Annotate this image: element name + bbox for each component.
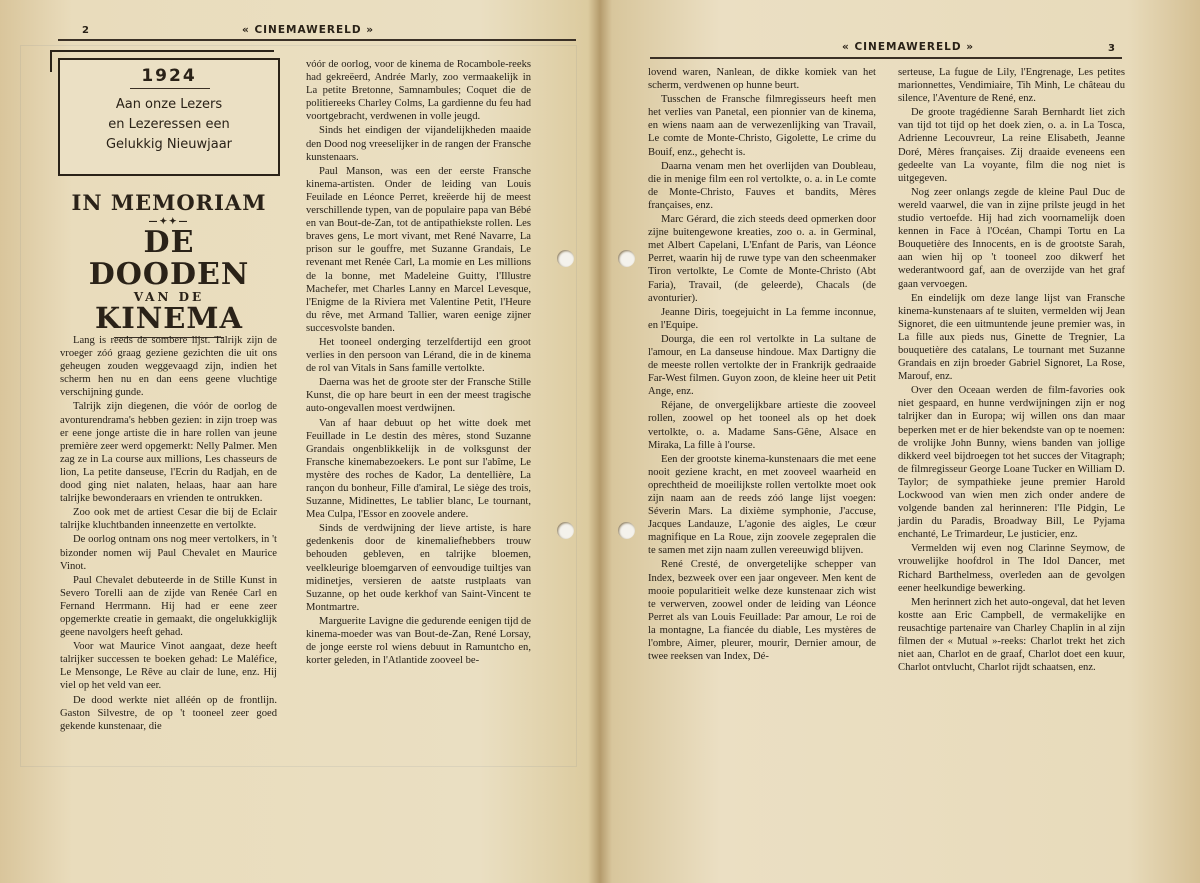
paragraph: Tusschen de Fransche filmregisseurs heeft men het verlies van Panetal, een pionnier van de kinema, en wiens naam aan de verwezenlijking van Travail, Le comte de Monte-Christo, Gigolette, Le crime du Bouif, enz., gehecht is. — [648, 94, 876, 158]
paragraph: Paul Manson, was een der eerste Fransche kinema-artisten. Onder de leiding van Louis Feuilade en Léonce Perret, kreëerde hij de meest verschillende typen, van de populaire papa van Bébé en van Bout-de-Zan, tot de antipathiekste rollen. Les braves gens, Le mort vivant, met René Navarre, La prison sur le gouffre, met Suzanne Grandais, Le revenant met Renée Carl, La momie en Les millions de la bonne, met Madeleine Guitty, l'Illustre Machefer, met Charles Lanny en Marcel Levesque, l'Enigme de la Riviera met Valentine Petit, l'Heure du rêve, met Armand Tallier, waren eenige zijner succesvolste banden. — [306, 165, 531, 334]
banner-rule — [130, 88, 210, 89]
paragraph: De groote tragédienne Sarah Bernhardt liet zich van tijd tot tijd op het doek zien, o. a. in La Tosca, Adrienne Lecouvreur, La reine Elisabeth, Jeanne Doré, Mères françaises. Zij draaide eveneens een gedeelte van La voyante, film die nog niet is uitgegeven. — [898, 107, 1125, 184]
paragraph: René Cresté, de onvergetelijke schepper van Index, bezweek over een jaar ongeveer. Men kent de mooie popularitieit welke deze kunstenaar zich wist te verwerven, zoowel onder de leiding van Léonce Perret als van Louis Feuillade: Par amour, Le roi de la montagne, La fiancée du diable, Les mystères de l'ombre, Aimer, pleurer, mourir, Dernier amour, de twee reeksen van Index, Dé- — [648, 559, 876, 663]
paragraph: Daarna venam men het overlijden van Doubleau, die in menige film een rol vertolkte, o. a. in Le comte de Monte-Christo, Fauves et bandits, Mères françaises, enz. — [648, 160, 876, 211]
paragraph: Dourga, die een rol vertolkte in La sultane de l'amour, en La danseuse hindoue. Max Dartigny die de meeste rollen vertolkte der in Frankrijk gedraaide Far-West filmen. Guyon zoon, de kleine heer uit Petit Ange, enz. — [648, 333, 876, 398]
header-rule — [650, 57, 1122, 59]
banner-line: Aan onze Lezers — [115, 97, 223, 112]
paragraph: Réjane, de onvergelijkbare artieste die zooveel rollen, zoowel op het tooneel als op het doek vertolkte, o. a. Madame Sans-Gêne, Alsace en Miraka, La fille à l'ourse. — [648, 400, 876, 451]
paragraph: Het tooneel onderging terzelfdertijd een groot verlies in den persoon van Lérand, die in de kinema de rol van Vitals in Sans famille vertolkte. — [306, 336, 531, 375]
paragraph: serteuse, La fugue de Lily, l'Engrenage, Les petites marionnettes, Vendimiaire, Tih Minh, Le château du silence, l'Aventure de René, enz. — [898, 67, 1125, 105]
paragraph: Sinds de verdwijning der lieve artiste, is hare gedenkenis door de kinemaliefhebbers trouw behouden gebleven, en talrijke bloemen, veelkleurige bloemgarven of eenvoudige tuiltjes van midinetjes, versieren de aatste rustplaats van Suzanne, op het oude kerkhof van Saint-Vincent te Montmartre. — [306, 523, 531, 613]
page-number: 3 — [1108, 43, 1115, 54]
magazine-header: « CINEMAWERELD » — [242, 24, 374, 36]
paragraph: Een der grootste kinema-kunstenaars die met eene nooit geziene kracht, en met zooveel waarheid en oprechtheid de moeilijkste rollen vertolkte moet ook zijn naam aan de reeds zóó lange lijst voegen: Séverin Mars. La dixième symphonie, J'accuse, Jacques Landauze, L'agonie des aigles, Le cœur magnifique en La Roue, zijn zoovele zegepralen die te samen met zijn naam zullen vereeuwigd blijven. — [648, 453, 876, 557]
paragraph: Daerna was het de groote ster der Fransche Stille Kunst, die op hare beurt in een der meest tragische auto-ongevallen moest verdwijnen. — [306, 377, 531, 415]
paragraph: Jeanne Diris, toegejuicht in La femme inconnue, en l'Equipe. — [648, 306, 876, 331]
paragraph: Marc Gérard, die zich steeds deed opmerken door zijne buitengewone kreaties, zoo o. a. in Germinal, met Albert Capelani, L'Enfant de Paris, van Léonce Perret, waarin hij de ruwe type van den scheenmaker Tiron vertolkte, Le Comte de Monte-Christo (Abt Faria), Travail, (de geleerde), Chacals (de avonturier). — [648, 214, 876, 304]
paragraph: lovend waren, Nanlean, de dikke komiek van het scherm, verdwenen op hunne beurt. — [648, 67, 876, 92]
binding-hole — [557, 250, 574, 267]
article-headline — [58, 190, 280, 338]
banner-line: en Lezeressen een — [108, 117, 230, 132]
paragraph: De dood werkte niet alléén op de frontlijn. Gaston Silvestre, de op 't tooneel zeer goed gekende kunstenaar, die — [60, 694, 277, 732]
paragraph: vóór de oorlog, voor de kinema de Rocambole-reeks had gekreëerd, Andrée Marly, zoo vermaakelijk in La petite Bretonne, Samnambules; Coquet die de politiereeks Charley Colms, La gardienne du feu had voortgebracht, verdwenen in volle jeugd. — [306, 59, 531, 123]
paragraph: Voor wat Maurice Vinot aangaat, deze heeft talrijker successen te boeken gehad: Le Maléfice, Le Mensonge, Le Rêve au clair de lune, enz. Hij viel op het veld van eer. — [60, 641, 277, 692]
paragraph: Sinds het eindigen der vijandelijkheden maaide den Dood nog vreeselijker in de rangen der Fransche kunstenaars. — [306, 125, 531, 163]
paragraph: Nog zeer onlangs zegde de kleine Paul Duc de wereld vaarwel, die van in zijne prilste jeugd in het studio vertoefde. Hij had zich voornamelijk doen kennen in Face à l'Océan, Champi Tortu en La Bouquetière des Innocents, en is de grootste Sarah, aan wien hij op 't tooneel zoo dikwerf het wederantwoord gaf, aan de overzijde van het graf gaan vervoegen. — [898, 186, 1125, 290]
column-3 — [648, 66, 876, 663]
binding-hole — [618, 522, 635, 539]
new-year-banner — [58, 58, 280, 176]
paragraph: Men herinnert zich het auto-ongeval, dat het leven kostte aan Eric Campbell, de vermakelijke en reusachtige partenaire van Charley Chaplin in al zijn filmen der « Mutual »-reeks: Charlot trekt het zich niet aan, Charlot en de graaf, Charlot doet een kuur, Charlot ontvlucht, Charlot rijdt schaatsen, enz. — [898, 596, 1125, 674]
banner-line: Gelukkig Nieuwjaar — [105, 137, 233, 152]
column-2 — [306, 58, 531, 667]
right-page — [602, 0, 1200, 883]
paragraph: Over den Oceaan werden de film-favories ook niet gespaard, en hunne verdwijningen zijn er nog talrijker dan in Europa; wij willen ons dan maar beperken met er de hier bekendste van op te noemen: de vrolijke John Bunny, wiens banden van jollige dikkerd veel bijdroegen tot het succes der Vitagraph; de filmregisseur George Loane Tucker en William D. Taylor; de sympathieke jeune premier Harold Lockwood van wien men zich onder andere de volgende banden zal herinneren: l'Ile Pidgin, Le jardin du Paradis, Broadway Bill, Le Pyjama enchanté, Le Trimardeur, Le justicier, enz. — [898, 385, 1125, 541]
ornament-divider: —✦✦— — [148, 217, 190, 227]
page-number: 2 — [82, 25, 89, 36]
banner-year: 1924 — [141, 66, 197, 86]
paragraph: Lang is reeds de sombere lijst. Talrijk zijn de vroeger zóó graag geziene gezichten die uit ons geheugen zouden weggevaagd zijn, indien het scherm hen nu en dan eens geene vluchtige verschijning gunde. — [60, 335, 277, 399]
paragraph: Vermelden wij even nog Clarinne Seymow, de vrouwelijke hoofdrol in The Idol Dancer, met Richard Barthelmess, overleden aan de gevolgen eener heelkundige bewerking. — [898, 543, 1125, 594]
header-rule — [58, 39, 576, 41]
paragraph: Zoo ook met de artiest Cesar die bij de Eclair talrijke kluchtbanden inneenzette en vertolkte. — [60, 507, 277, 532]
paragraph: Marguerite Lavigne die gedurende eenigen tijd de kinema-moeder was van Bout-de-Zan, René Lorsay, de jonge eerste rol wiens debuut in Ramuntcho en, korter geleden, in l'Atlantide zooveel be- — [306, 615, 531, 667]
article-title-kinema: KINEMA — [95, 301, 243, 335]
in-memoriam-heading: IN MEMORIAM — [71, 190, 267, 215]
paragraph: De oorlog ontnam ons nog meer vertolkers, in 't bizonder nomen wij Paul Chevalet en Maurice Vinot. — [60, 534, 277, 572]
paragraph: En eindelijk om deze lange lijst van Fransche kinema-kunstenaars af te sluiten, vermelden wij Jean Signoret, die een uitmuntende jeune premier was, in La fille aux pieds nus, Ginette de Tregnier, La bouquetière des catalans, Le tournant met Suzanne Grandais en zijn broeder Gabriel Signoret, La Rose, Marouf, enz. — [898, 292, 1125, 383]
article-title-van-de: VAN DE — [133, 290, 205, 304]
paragraph: Paul Chevalet debuteerde in de Stille Kunst in Severo Torelli aan de zijde van Renée Carl en Fernand Herrmann. Hij had er eene zeer opgemerkte creatie in gemaakt, die ongelukkiglijk geene navolgers heeft gehad. — [60, 574, 277, 639]
article-title: DE DOODEN — [88, 225, 250, 292]
paragraph: Talrijk zijn diegenen, die vóór de oorlog de avonturendrama's hebben gezien: in zijn troep was er eene jonge artiste die in hare rollen van jeune première zeer werd opgemerkt: Nelly Palmer. Men zag ze in La course aux millions, Les chasseurs de lion, La petite danseuse, l'Ecrin du Radjah, en de dood ging niet nalaten, helaas, haar aan hare talrijke bewonderaars en vrienden te ontrukken. — [60, 401, 277, 505]
paragraph: Van af haar debuut op het witte doek met Feuillade in Le destin des mères, stond Suzanne Grandais ongenblikkelijk in de volksgunst der Fransche kinemabezoekers. Le pont sur l'abîme, Le mystère des roches de Kador, La dentellière, La rançon du bonheur, Fille d'amiral, Le siège des trois, Suzanne, Midinettes, Le tablier blanc, Le tournant, Mea Culpa, l'Essor en zoovele andere. — [306, 417, 531, 521]
left-page — [0, 0, 598, 883]
column-4 — [898, 66, 1125, 674]
binding-hole — [618, 250, 635, 267]
column-1 — [60, 334, 277, 733]
binding-hole — [557, 522, 574, 539]
magazine-header: « CINEMAWERELD » — [842, 41, 974, 53]
